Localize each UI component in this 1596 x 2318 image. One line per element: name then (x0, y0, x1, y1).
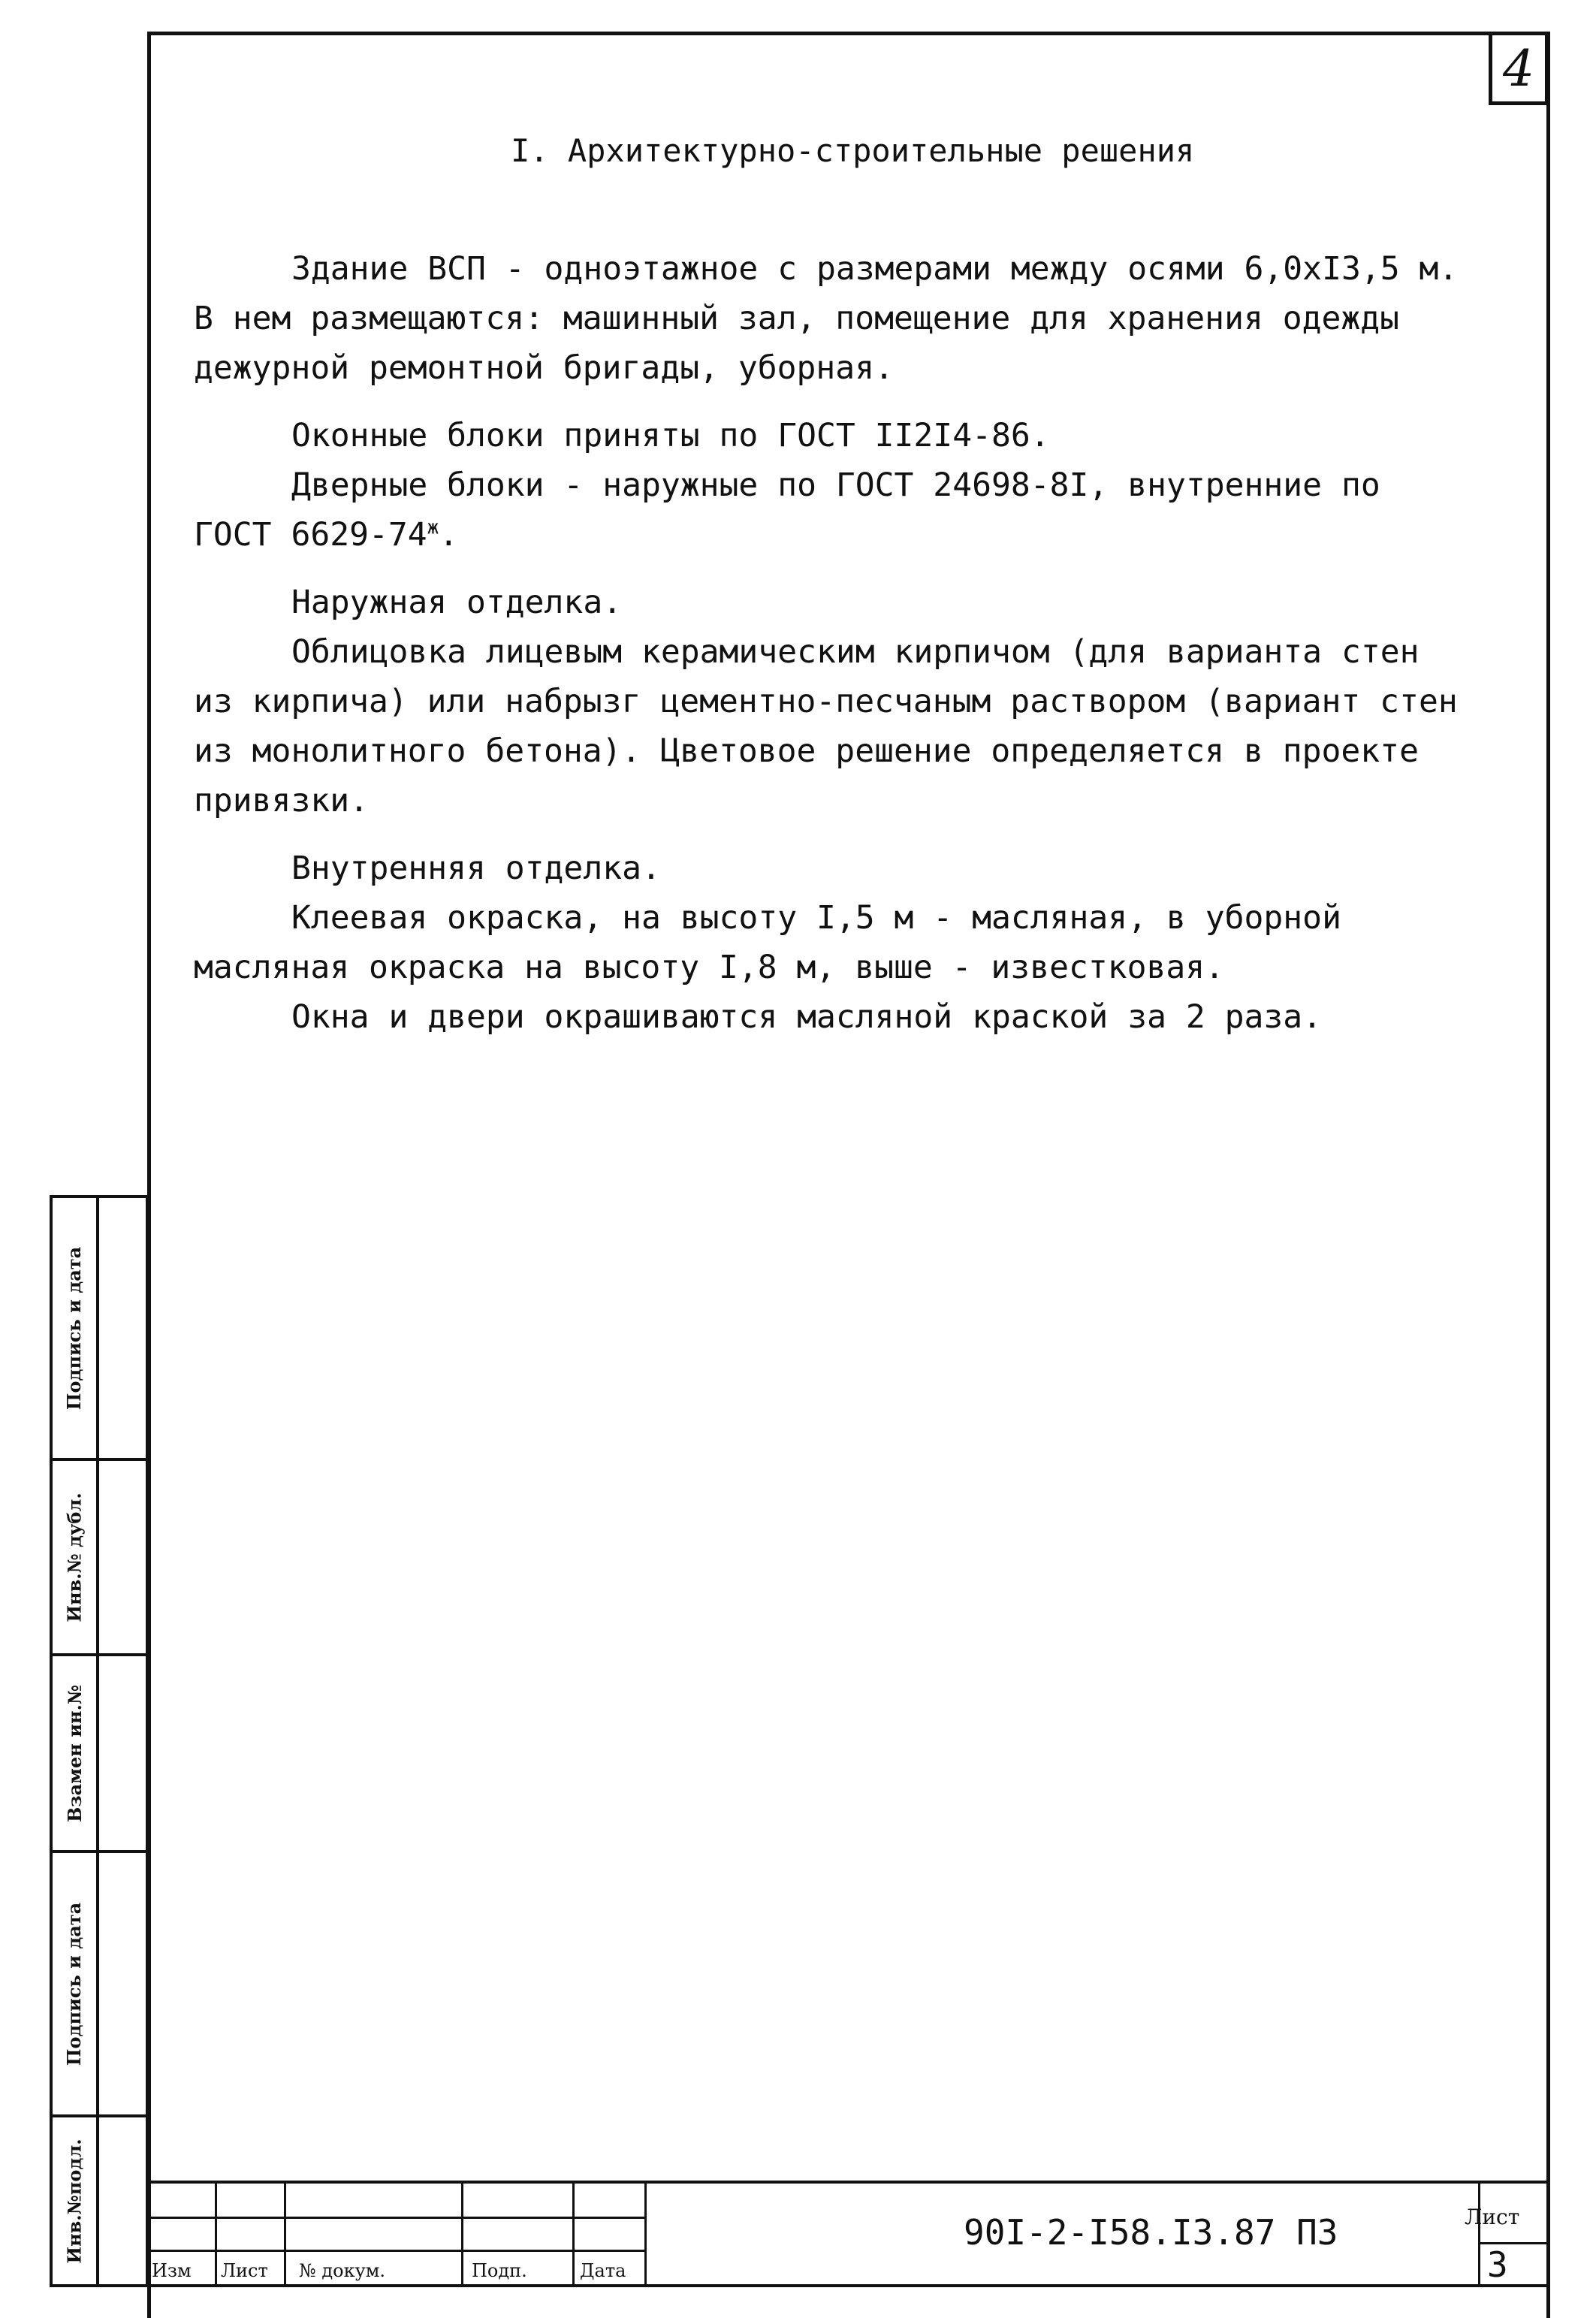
binding-side-stamp (50, 1195, 149, 2287)
sheet-label: Лист (1465, 2205, 1520, 2229)
body-text (194, 244, 1531, 1042)
side-label: Взамен ин.№ (63, 1684, 86, 1822)
side-cell-original-inv (53, 2117, 149, 2284)
body-line: привязки. (194, 782, 369, 819)
side-label: Инв.№подл. (63, 2138, 86, 2264)
body-line: Наружная отделка. (291, 584, 623, 621)
sheet-number: 3 (1487, 2244, 1508, 2285)
col-label-doc-number: № докум. (299, 2260, 385, 2281)
body-line: Окна и двери окрашиваются масляной краской за 2 раза. (291, 998, 1323, 1036)
side-label: Подпись и дата (63, 1902, 86, 2066)
document-code: 90I-2-I58.I3.87 ПЗ (964, 2212, 1338, 2253)
side-cell-signature-date-1 (53, 1198, 149, 1461)
section-title: I. Архитектурно-строительные решения (511, 132, 1195, 169)
body-line: Внутренняя отделка. (291, 850, 661, 887)
body-line: В нем размещаются: машинный зал, помещение для хранения одежды (194, 300, 1400, 337)
body-line: Клеевая окраска, на высоту I,5 м - масляная, в уборной (291, 899, 1341, 937)
side-cell-replace-inv (53, 1656, 149, 1853)
body-line: из кирпича) или набрызг цементно-песчаным раствором (вариант стен (194, 683, 1458, 720)
side-label: Подпись и дата (63, 1246, 86, 1410)
body-line: дежурной ремонтной бригады, уборная. (194, 349, 894, 387)
side-cell-signature-date-2 (53, 1853, 149, 2117)
body-line: Оконные блоки приняты по ГОСТ II2I4-86. (291, 417, 1050, 454)
body-line: из монолитного бетона). Цветовое решение определяется в проекте (194, 732, 1419, 770)
col-label-change: Изм (152, 2260, 192, 2281)
body-line: Облицовка лицевым керамическим кирпичом (для варианта стен (291, 633, 1420, 671)
col-label-sheet: Лист (221, 2260, 268, 2281)
title-block (149, 2181, 1550, 2287)
body-line: ГОСТ $6629-74^ж$. (194, 516, 459, 554)
page-stamp: 4 (1489, 32, 1549, 105)
body-line: масляная окраска на высоту I,8 м, выше - известковая. (194, 949, 1225, 986)
side-cell-dup-inv (53, 1461, 149, 1656)
body-line: Здание ВСП - одноэтажное с размерами между осями 6,0хI3,5 м. (291, 250, 1459, 288)
col-label-date: Дата (580, 2260, 626, 2281)
col-label-signature: Подп. (472, 2260, 527, 2281)
body-line: Дверные блоки - наружные по ГОСТ 24698-8I, внутренние по (291, 466, 1380, 504)
side-label: Инв.№ дубл. (63, 1492, 86, 1622)
